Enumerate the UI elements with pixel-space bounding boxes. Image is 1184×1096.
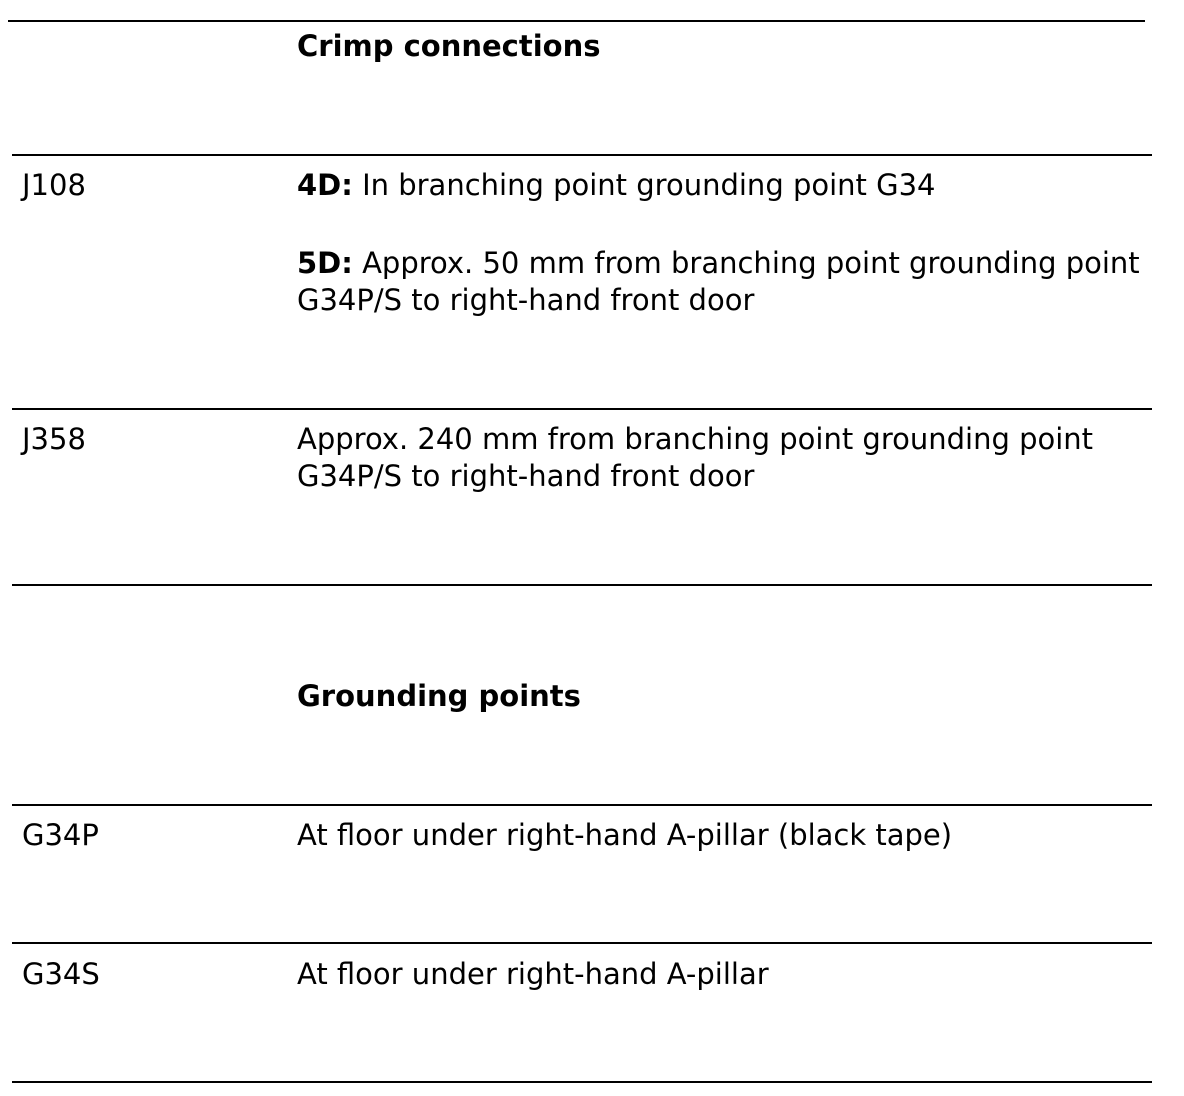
bottom-rule [12,1081,1152,1083]
top-rule [8,20,1145,22]
row-divider [12,154,1152,156]
description-text: Approx. 240 mm from branching point grounding point G34P/S to right-hand front door [297,422,1094,493]
row-description-j358 [297,421,1167,495]
row-description-g34s: At floor under right-hand A-pillar [297,957,769,991]
row-code-g34s: G34S [22,957,100,991]
row-divider [12,804,1152,806]
entry-label: 5D: [297,246,353,280]
entry-text: Approx. 50 mm from branching point grounding point G34P/S to right-hand front door [297,246,1140,317]
section-heading-grounding-points: Grounding points [297,679,581,713]
row-code-j108: J108 [22,168,86,202]
row-description-j108 [297,167,1167,319]
row-description-g34p: At floor under right-hand A-pillar (black tape) [297,818,953,852]
row-code-j358: J358 [22,422,86,456]
entry-5d [297,245,1167,319]
section-heading-crimp-connections: Crimp connections [297,29,601,63]
row-divider [12,942,1152,944]
entry-label: 4D: [297,168,353,202]
row-divider [12,584,1152,586]
entry-text: In branching point grounding point G34 [352,168,936,202]
row-divider [12,408,1152,410]
row-code-g34p: G34P [22,818,99,852]
entry-4d [297,167,1167,204]
